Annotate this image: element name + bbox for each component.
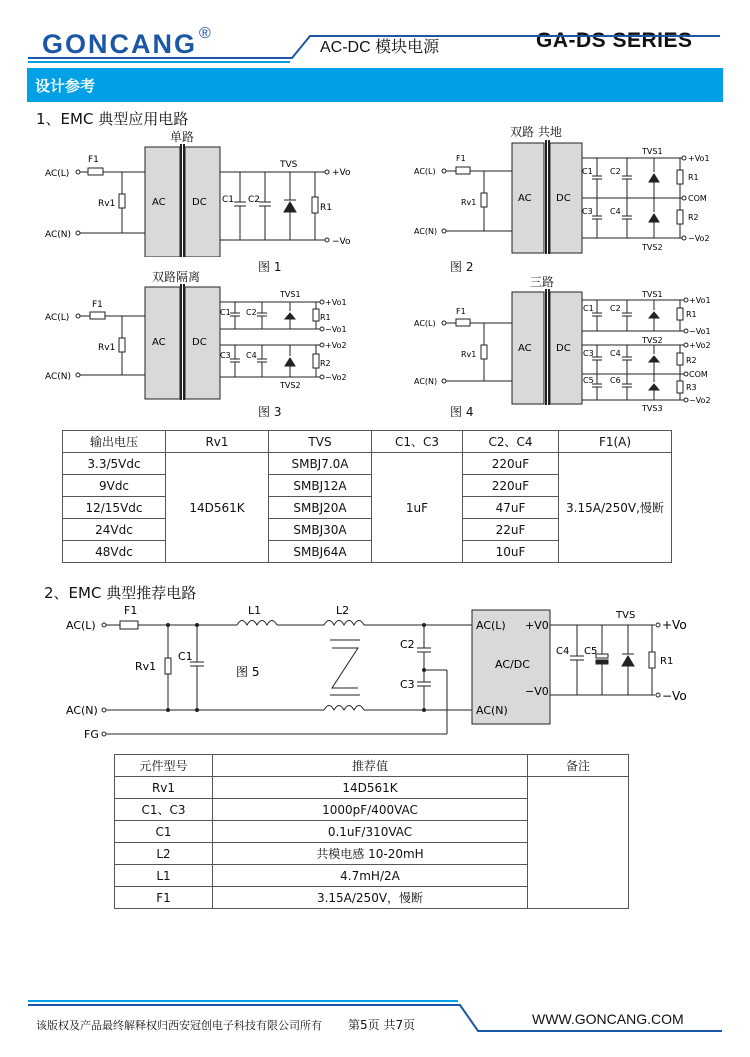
- svg-text:R1: R1: [320, 313, 331, 322]
- svg-text:AC(N): AC(N): [45, 230, 72, 240]
- svg-text:Rv1: Rv1: [461, 198, 477, 207]
- svg-text:F1: F1: [124, 604, 138, 617]
- svg-text:C1: C1: [582, 167, 593, 176]
- fig1-title: 单路: [170, 130, 195, 144]
- svg-text:L2: L2: [336, 604, 350, 617]
- svg-text:C4: C4: [246, 351, 257, 360]
- svg-text:AC: AC: [152, 197, 166, 208]
- svg-text:R2: R2: [320, 359, 331, 368]
- section1-title: 1、EMC 典型应用电路: [36, 110, 189, 128]
- svg-text:+Vo: +Vo: [332, 168, 351, 178]
- svg-text:−V0: −V0: [525, 685, 549, 698]
- svg-text:C1: C1: [222, 195, 235, 205]
- svg-text:L1: L1: [248, 604, 262, 617]
- svg-text:TVS3: TVS3: [642, 404, 663, 413]
- section-band-title: 设计参考: [35, 77, 96, 95]
- fig2-caption: 图 2: [450, 260, 474, 274]
- svg-text:AC(L): AC(L): [414, 167, 436, 176]
- svg-text:AC/DC: AC/DC: [495, 658, 530, 671]
- col-header: F1(A): [559, 431, 672, 453]
- svg-text:+Vo1: +Vo1: [688, 154, 710, 163]
- svg-text:C3: C3: [400, 678, 415, 691]
- cell-note: [528, 777, 629, 909]
- svg-text:TVS1: TVS1: [642, 290, 663, 299]
- col-header: Rv1: [166, 431, 269, 453]
- cell-value: 0.1uF/310VAC: [213, 821, 528, 843]
- fig3-title: 双路隔离: [152, 270, 201, 284]
- svg-text:+Vo2: +Vo2: [325, 341, 347, 350]
- cell-part: C1、C3: [115, 799, 213, 821]
- svg-text:−Vo2: −Vo2: [688, 234, 710, 243]
- cell-vout: 3.3/5Vdc: [63, 453, 166, 475]
- footer-copyright: 该版权及产品最终解释权归西安冠创电子科技有限公司所有: [36, 1019, 322, 1032]
- svg-text:AC(N): AC(N): [414, 377, 438, 386]
- fig4-caption: 图 4: [450, 405, 474, 419]
- svg-text:图 5: 图 5: [236, 665, 260, 679]
- svg-text:+Vo: +Vo: [662, 618, 687, 632]
- svg-text:−Vo2: −Vo2: [689, 396, 711, 405]
- svg-text:C6: C6: [610, 376, 621, 385]
- svg-text:C5: C5: [583, 376, 594, 385]
- fig2-title: 双路 共地: [510, 125, 562, 139]
- fig4-circuit: [412, 287, 717, 417]
- svg-text:C5: C5: [584, 646, 598, 657]
- table-header-row: [63, 431, 672, 453]
- fig5-circuit: [62, 600, 702, 745]
- cell-vout: 24Vdc: [63, 519, 166, 541]
- svg-text:Rv1: Rv1: [98, 343, 116, 353]
- svg-text:AC(L): AC(L): [66, 619, 96, 632]
- svg-text:C2: C2: [610, 167, 621, 176]
- svg-text:AC(L): AC(L): [45, 169, 70, 179]
- svg-text:C1: C1: [178, 650, 193, 663]
- svg-text:AC(N): AC(N): [66, 704, 98, 717]
- svg-text:−Vo1: −Vo1: [325, 325, 347, 334]
- cell-c2c4: 220uF: [463, 475, 559, 497]
- svg-text:Rv1: Rv1: [461, 350, 477, 359]
- cell-value: 14D561K: [213, 777, 528, 799]
- cell-f1: 3.15A/250V,慢断: [559, 453, 672, 563]
- fig3-caption: 图 3: [258, 405, 282, 419]
- svg-text:R1: R1: [688, 173, 699, 182]
- svg-text:FG: FG: [84, 728, 99, 741]
- svg-text:DC: DC: [192, 337, 207, 348]
- svg-text:C4: C4: [556, 646, 570, 657]
- cell-c2c4: 10uF: [463, 541, 559, 563]
- svg-text:COM: COM: [689, 370, 708, 379]
- svg-text:C4: C4: [610, 349, 621, 358]
- col-header: C2、C4: [463, 431, 559, 453]
- cell-value: 3.15A/250V，慢断: [213, 887, 528, 909]
- svg-text:TVS: TVS: [280, 160, 298, 170]
- cell-part: L1: [115, 865, 213, 887]
- fig4-title: 三路: [530, 275, 555, 289]
- fig3-circuit: [40, 282, 360, 404]
- svg-text:AC(L): AC(L): [414, 319, 436, 328]
- svg-text:AC: AC: [518, 193, 532, 204]
- cell-c1c3: 1uF: [372, 453, 463, 563]
- table-row: [63, 453, 672, 475]
- svg-text:C2: C2: [246, 308, 257, 317]
- svg-text:TVS1: TVS1: [642, 147, 663, 156]
- svg-text:+Vo1: +Vo1: [689, 296, 711, 305]
- cell-rv1: 14D561K: [166, 453, 269, 563]
- col-header: 推荐值: [213, 755, 528, 777]
- section2-title: 2、EMC 典型推荐电路: [44, 584, 197, 602]
- component-table-2: [114, 754, 629, 909]
- component-table-1: [62, 430, 672, 563]
- cell-c2c4: 220uF: [463, 453, 559, 475]
- cell-c2c4: 47uF: [463, 497, 559, 519]
- svg-text:F1: F1: [456, 307, 466, 316]
- footer-page-number: 第5页 共7页: [348, 1018, 416, 1032]
- svg-text:F1: F1: [456, 154, 466, 163]
- cell-part: F1: [115, 887, 213, 909]
- brand-name: GONCANG: [42, 29, 197, 59]
- svg-text:AC(N): AC(N): [45, 372, 72, 382]
- svg-text:−Vo: −Vo: [662, 689, 687, 703]
- svg-text:AC: AC: [518, 343, 532, 354]
- col-header: C1、C3: [372, 431, 463, 453]
- header-series: GA-DS SERIES: [536, 29, 693, 52]
- svg-text:C4: C4: [610, 207, 621, 216]
- cell-part: L2: [115, 843, 213, 865]
- svg-text:−Vo: −Vo: [332, 237, 351, 247]
- svg-text:+Vo1: +Vo1: [325, 298, 347, 307]
- cell-part: Rv1: [115, 777, 213, 799]
- svg-text:F1: F1: [92, 300, 103, 310]
- cell-c2c4: 22uF: [463, 519, 559, 541]
- cell-value: 共模电感 10-20mH: [213, 843, 528, 865]
- svg-text:Rv1: Rv1: [135, 660, 157, 673]
- svg-text:TVS2: TVS2: [642, 336, 663, 345]
- cell-tvs: SMBJ12A: [269, 475, 372, 497]
- svg-text:DC: DC: [556, 193, 571, 204]
- svg-text:R2: R2: [686, 356, 697, 365]
- svg-text:R2: R2: [688, 213, 699, 222]
- cell-tvs: SMBJ20A: [269, 497, 372, 519]
- svg-text:R3: R3: [686, 383, 697, 392]
- header-subtitle: AC-DC 模块电源: [320, 39, 440, 56]
- svg-text:C3: C3: [582, 207, 593, 216]
- cell-tvs: SMBJ7.0A: [269, 453, 372, 475]
- cell-value: 1000pF/400VAC: [213, 799, 528, 821]
- svg-text:C1: C1: [220, 308, 231, 317]
- svg-text:DC: DC: [192, 197, 207, 208]
- svg-text:AC(L): AC(L): [45, 313, 70, 323]
- svg-text:C3: C3: [220, 351, 231, 360]
- svg-text:C2: C2: [400, 638, 415, 651]
- svg-text:C2: C2: [248, 195, 261, 205]
- svg-text:C1: C1: [583, 304, 594, 313]
- registered-mark: ®: [199, 25, 213, 42]
- cell-value: 4.7mH/2A: [213, 865, 528, 887]
- cell-vout: 48Vdc: [63, 541, 166, 563]
- cell-vout: 12/15Vdc: [63, 497, 166, 519]
- header-rule: [0, 0, 750, 70]
- svg-text:TVS2: TVS2: [280, 381, 301, 390]
- svg-text:AC(L): AC(L): [476, 619, 506, 632]
- col-header: 备注: [528, 755, 629, 777]
- fig1-circuit: [40, 142, 360, 257]
- svg-text:TVS2: TVS2: [642, 243, 663, 252]
- svg-text:C3: C3: [583, 349, 594, 358]
- svg-text:DC: DC: [556, 343, 571, 354]
- table-header-row: [115, 755, 629, 777]
- svg-text:F1: F1: [88, 155, 99, 165]
- cell-tvs: SMBJ64A: [269, 541, 372, 563]
- svg-text:AC: AC: [152, 337, 166, 348]
- svg-text:Rv1: Rv1: [98, 199, 116, 209]
- table-row: [115, 777, 629, 799]
- col-header: TVS: [269, 431, 372, 453]
- svg-text:R1: R1: [660, 656, 674, 667]
- cell-vout: 9Vdc: [63, 475, 166, 497]
- col-header: 元件型号: [115, 755, 213, 777]
- svg-text:+Vo2: +Vo2: [689, 341, 711, 350]
- svg-text:C2: C2: [610, 304, 621, 313]
- fig1-caption: 图 1: [258, 260, 282, 274]
- col-header: 输出电压: [63, 431, 166, 453]
- svg-text:TVS1: TVS1: [280, 290, 301, 299]
- svg-text:R1: R1: [320, 203, 332, 213]
- svg-text:AC(N): AC(N): [414, 227, 438, 236]
- svg-text:−Vo2: −Vo2: [325, 373, 347, 382]
- svg-text:+V0: +V0: [525, 619, 549, 632]
- footer-website-link[interactable]: WWW.GONCANG.COM: [532, 1011, 684, 1027]
- fig2-circuit: [412, 138, 717, 256]
- svg-text:COM: COM: [688, 194, 707, 203]
- cell-part: C1: [115, 821, 213, 843]
- svg-text:−Vo1: −Vo1: [689, 327, 711, 336]
- section-band: [27, 68, 723, 102]
- svg-text:R1: R1: [686, 310, 697, 319]
- cell-tvs: SMBJ30A: [269, 519, 372, 541]
- svg-text:AC(N): AC(N): [476, 704, 508, 717]
- svg-text:TVS: TVS: [616, 610, 636, 621]
